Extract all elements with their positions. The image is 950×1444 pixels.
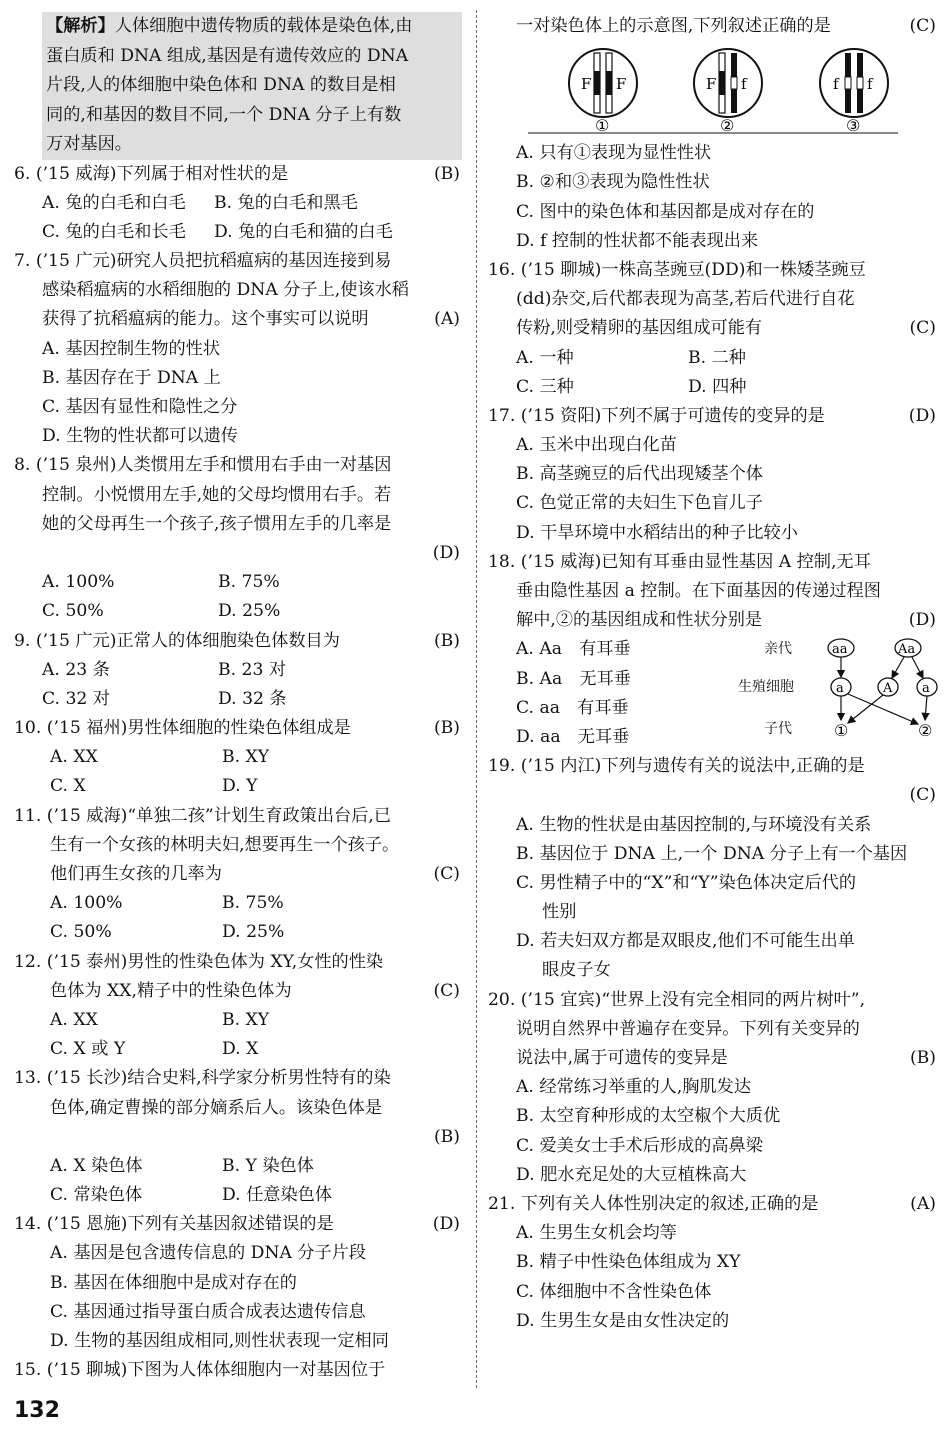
answer-10: (B) bbox=[433, 718, 460, 739]
question-16-stem: 16. (’15 聊城)一株高茎豌豆(DD)和一株矮茎豌豆 bbox=[488, 259, 866, 280]
parent-2-genotype: Aa bbox=[898, 642, 916, 658]
analysis-line: 片段,人的体细胞中染色体和 DNA 的数目是相 bbox=[46, 75, 396, 95]
question-19-option: B. 基因位于 DNA 上,一个 DNA 分子上有一个基因 bbox=[516, 843, 908, 864]
question-21-option: A. 生男生女机会均等 bbox=[516, 1223, 677, 1244]
analysis-box bbox=[42, 12, 462, 160]
question-18-body bbox=[488, 635, 938, 752]
question-20-stem: 说法中,属于可遗传的变异是 (B) bbox=[488, 1044, 938, 1073]
chromosome-figure bbox=[488, 41, 938, 139]
question-11-stem: 他们再生女孩的几率为 (C) bbox=[14, 860, 462, 889]
question-15-stem: 一对染色体上的示意图,下列叙述正确的是 (C) bbox=[488, 12, 938, 41]
question-7-stem: 7. (’15 广元)研究人员把抗稻瘟病的基因连接到易 bbox=[14, 251, 392, 272]
question-10-options: C. X D. Y bbox=[50, 776, 258, 797]
column-divider bbox=[476, 10, 477, 1388]
question-9-options: A. 23 条 B. 23 对 bbox=[42, 659, 287, 680]
question-8-stem: 她的父母再生一个孩子,孩子惯用左手的几率是 bbox=[42, 513, 392, 534]
question-15-stem: 15. (’15 聊城)下图为人体体细胞内一对基因位于 bbox=[14, 1360, 386, 1381]
gene-label: F bbox=[706, 75, 717, 94]
question-7-option: A. 基因控制生物的性状 bbox=[42, 338, 221, 359]
question-13-answer-line bbox=[14, 1123, 462, 1152]
question-10-stem: 10. (’15 福州)男性体细胞的性染色体组成是 (B) bbox=[14, 714, 462, 743]
question-6-stem: 6. (’15 威海)下列属于相对性状的是 (B) bbox=[14, 160, 462, 189]
figure-number: ② bbox=[720, 116, 735, 136]
question-19-option-cont: 性别 bbox=[542, 902, 577, 923]
question-20-option: B. 太空育种形成的太空椒个大质优 bbox=[516, 1106, 781, 1127]
question-14-stem: 14. (’15 恩施)下列有关基因叙述错误的是 (D) bbox=[14, 1210, 462, 1239]
answer-16: (C) bbox=[909, 318, 936, 339]
question-9-options: C. 32 对 D. 32 条 bbox=[42, 688, 287, 709]
question-13-options: A. X 染色体 B. Y 染色体 bbox=[50, 1155, 314, 1176]
parent-1-genotype: aa bbox=[832, 642, 848, 658]
page-number: 132 bbox=[14, 1398, 60, 1423]
question-15-option: D. f 控制的性状都不能表现出来 bbox=[516, 230, 759, 251]
question-19-answer-line bbox=[488, 781, 938, 810]
question-7-stem: 感染稻瘟病的水稻细胞的 DNA 分子上,使该水稻 bbox=[42, 280, 409, 301]
question-20-option: A. 经常练习举重的人,胸肌发达 bbox=[516, 1077, 752, 1098]
question-8-stem: 控制。小悦惯用左手,她的父母均惯用右手。若 bbox=[42, 484, 392, 505]
answer-12: (C) bbox=[433, 980, 460, 1001]
answer-6: (B) bbox=[433, 163, 460, 184]
question-11-stem: 生有一个女孩的林明夫妇,想要再生一个孩子。 bbox=[50, 834, 400, 855]
answer-21: (A) bbox=[910, 1193, 936, 1214]
question-19-stem: 19. (’15 内江)下列与遗传有关的说法中,正确的是 bbox=[488, 756, 865, 777]
analysis-line: 万对基因。 bbox=[46, 134, 132, 154]
question-18-stem: 垂由隐性基因 a 控制。在下面基因的传递过程图 bbox=[516, 581, 881, 601]
inheritance-diagram bbox=[738, 635, 938, 753]
question-10-options: A. XX B. XY bbox=[50, 747, 270, 768]
question-21-option: D. 生男生女是由女性决定的 bbox=[516, 1310, 730, 1331]
chromosome-diagram bbox=[488, 41, 938, 139]
question-9-stem: 9. (’15 广元)正常人的体细胞染色体数目为 (B) bbox=[14, 627, 462, 656]
answer-17: (D) bbox=[908, 405, 936, 426]
question-21-stem: 21. 下列有关人体性别决定的叙述,正确的是 (A) bbox=[488, 1190, 938, 1219]
question-20-option: C. 爱美女士手术后形成的高鼻梁 bbox=[516, 1135, 763, 1156]
question-6-options: C. 兔的白毛和长毛 D. 兔的白毛和猫的白毛 bbox=[42, 221, 393, 242]
question-21-option: C. 体细胞中不含性染色体 bbox=[516, 1281, 712, 1302]
question-20-stem: 说明自然界中普遍存在变异。下列有关变异的 bbox=[516, 1018, 860, 1039]
answer-11: (C) bbox=[433, 864, 460, 884]
question-11-options: A. 100% B. 75% bbox=[50, 893, 284, 914]
question-20-stem: 20. (’15 宜宾)“世界上没有完全相同的两片树叶”, bbox=[488, 989, 866, 1010]
answer-14: (D) bbox=[432, 1214, 460, 1235]
answer-19: (C) bbox=[909, 785, 936, 806]
row-label-offspring: 子代 bbox=[764, 721, 792, 738]
question-12-stem: 色体为 XX,精子中的性染色体为 (C) bbox=[14, 977, 462, 1006]
question-11-stem: 11. (’15 威海)“单独二孩”计划生育政策出台后,已 bbox=[14, 805, 392, 826]
figure-number: ① bbox=[595, 116, 610, 136]
question-20-option: D. 肥水充足处的大豆植株高大 bbox=[516, 1164, 747, 1185]
gene-label: f bbox=[867, 75, 873, 94]
question-14-option: C. 基因通过指导蛋白质合成表达遗传信息 bbox=[50, 1301, 366, 1322]
question-8-answer-line bbox=[14, 539, 462, 568]
question-14-option: B. 基因在体细胞中是成对存在的 bbox=[50, 1272, 297, 1293]
question-15-option: C. 图中的染色体和基因都是成对存在的 bbox=[516, 201, 815, 222]
question-14-option: D. 生物的基因组成相同,则性状表现一定相同 bbox=[50, 1331, 389, 1351]
question-18-option: A. Aa 有耳垂 bbox=[516, 639, 631, 660]
offspring-1: ① bbox=[834, 721, 849, 741]
question-13-stem: 13. (’15 长沙)结合史料,科学家分析男性特有的染 bbox=[14, 1068, 391, 1089]
question-12-options: A. XX B. XY bbox=[50, 1009, 270, 1030]
question-19-option: C. 男性精子中的“X”和“Y”染色体决定后代的 bbox=[516, 872, 857, 893]
answer-9: (B) bbox=[433, 630, 460, 651]
question-11-options: C. 50% D. 25% bbox=[50, 922, 285, 943]
answer-13: (B) bbox=[433, 1126, 460, 1147]
gamete-3: a bbox=[922, 681, 930, 697]
cell-2 bbox=[694, 49, 762, 117]
question-12-options: C. X 或 Y D. X bbox=[50, 1039, 259, 1060]
question-17-stem: 17. (’15 资阳)下列不属于可遗传的变异的是 (D) bbox=[488, 402, 938, 431]
offspring-2: ② bbox=[918, 721, 933, 741]
cell-1 bbox=[569, 49, 637, 117]
gamete-1: a bbox=[836, 681, 844, 697]
answer-18: (D) bbox=[908, 610, 936, 631]
analysis-line: 蛋白质和 DNA 组成,基因是有遗传效应的 DNA bbox=[46, 45, 409, 66]
analysis-line: 人体细胞中遗传物质的载体是染色体,由 bbox=[114, 16, 413, 36]
question-15-option: B. ②和③表现为隐性性状 bbox=[516, 172, 710, 193]
gamete-2: A bbox=[883, 681, 893, 697]
question-19-option: A. 生物的性状是由基因控制的,与环境没有关系 bbox=[516, 814, 872, 835]
figure-number: ③ bbox=[846, 116, 861, 136]
question-6-options: A. 兔的白毛和白毛 B. 兔的白毛和黑毛 bbox=[42, 192, 358, 213]
gene-label: f bbox=[741, 75, 747, 94]
question-18-option: B. Aa 无耳垂 bbox=[516, 668, 631, 689]
gene-label: F bbox=[581, 75, 592, 94]
answer-15: (C) bbox=[909, 16, 936, 36]
question-18-option: C. aa 有耳垂 bbox=[516, 697, 629, 718]
question-18-stem: 18. (’15 威海)已知有耳垂由显性基因 A 控制,无耳 bbox=[488, 551, 871, 572]
question-17-option: C. 色觉正常的夫妇生下色盲儿子 bbox=[516, 493, 763, 514]
row-label-gamete: 生殖细胞 bbox=[738, 679, 794, 696]
question-13-options: C. 常染色体 D. 任意染色体 bbox=[50, 1185, 333, 1206]
question-7-option: B. 基因存在于 DNA 上 bbox=[42, 367, 221, 388]
question-7-option: D. 生物的性状都可以遗传 bbox=[42, 426, 238, 447]
analysis-tag: 【解析】 bbox=[46, 16, 115, 36]
question-12-stem: 12. (’15 泰州)男性的性染色体为 XY,女性的性染 bbox=[14, 951, 384, 972]
question-18-stem: 解中,②的基因组成和性状分别是 (D) bbox=[488, 606, 938, 635]
question-16-stem: (dd)杂交,后代都表现为高茎,若后代进行自花 bbox=[516, 289, 855, 310]
question-17-option: B. 高茎豌豆的后代出现矮茎个体 bbox=[516, 464, 763, 485]
question-17-option: D. 干旱环境中水稻结出的种子比较小 bbox=[516, 522, 798, 543]
question-8-stem: 8. (’15 泉州)人类惯用左手和惯用右手由一对基因 bbox=[14, 455, 392, 476]
cell-3 bbox=[820, 49, 888, 117]
analysis-line: 同的,和基因的数目不同,一个 DNA 分子上有数 bbox=[46, 104, 402, 125]
question-7-option: C. 基因有显性和隐性之分 bbox=[42, 397, 238, 417]
question-15-option: A. 只有①表现为显性性状 bbox=[516, 143, 712, 164]
right-column bbox=[488, 12, 938, 1336]
gene-label: F bbox=[616, 75, 627, 94]
row-label-parent: 亲代 bbox=[764, 641, 792, 658]
question-19-option-cont: 眼皮子女 bbox=[542, 960, 611, 981]
gene-label: f bbox=[833, 75, 839, 94]
question-7-stem: 获得了抗稻瘟病的能力。这个事实可以说明 (A) bbox=[14, 305, 462, 334]
question-21-option: B. 精子中性染色体组成为 XY bbox=[516, 1252, 741, 1273]
answer-7: (A) bbox=[434, 309, 460, 330]
question-8-options: A. 100% B. 75% bbox=[42, 572, 280, 593]
left-column bbox=[14, 12, 462, 1385]
question-13-stem: 色体,确定曹操的部分嫡系后人。该染色体是 bbox=[50, 1097, 383, 1118]
answer-8: (D) bbox=[432, 542, 460, 563]
question-18-option: D. aa 无耳垂 bbox=[516, 726, 630, 747]
question-14-option: A. 基因是包含遗传信息的 DNA 分子片段 bbox=[50, 1243, 367, 1264]
question-16-options: A. 一种 B. 二种 bbox=[516, 347, 746, 368]
question-17-option: A. 玉米中出现白化苗 bbox=[516, 435, 677, 456]
question-19-option: D. 若夫妇双方都是双眼皮,他们不可能生出单 bbox=[516, 931, 855, 952]
question-16-stem: 传粉,则受精卵的基因组成可能有 (C) bbox=[488, 314, 938, 343]
question-16-options: C. 三种 D. 四种 bbox=[516, 376, 747, 397]
answer-20: (B) bbox=[909, 1048, 936, 1068]
question-8-options: C. 50% D. 25% bbox=[42, 601, 281, 622]
